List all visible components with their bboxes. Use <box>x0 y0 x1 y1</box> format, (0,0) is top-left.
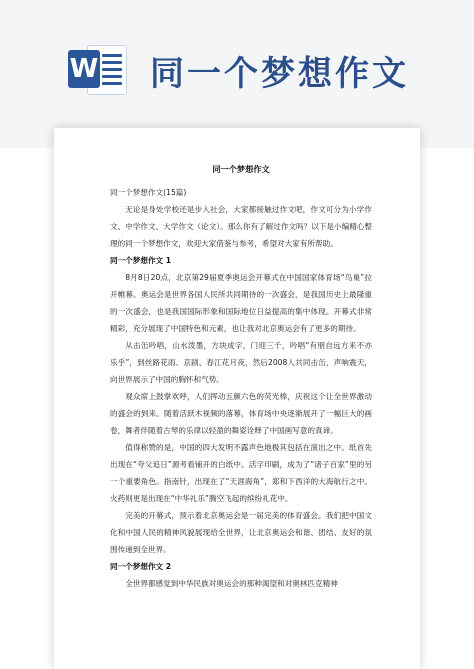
paragraph: 8月8日20点，北京第29届夏季奥运会开幕式在中国国家体育场“鸟巢”拉开帷幕。奥运会是世界各国人民所共同期待的一次盛会，是我国历史上最隆重的一次盛会，也是我国国际形象和国际地位日益提高的集中体现。开幕式非常精彩，充分展现了中国特色和元素，也让我对北京奥运会有了更多的期待。 <box>110 273 372 333</box>
document-subtitle: 同一个梦想作文(15篇) <box>110 188 187 197</box>
document-title: 同一个梦想作文 <box>212 164 270 174</box>
paragraph: 值得称赞的是，中国的四大发明不露声色地极其包括在演出之中。纸首先出现在“夸父追日”源考看铺开的白纸中。活字印刷，成为了“诸子百家”里的另一个重要角色。指南针，出现在了“天涯海角”，郑和下西洋的大海航行之中。火药则更是出现在“中华礼乐”腾空飞起的缤纷礼花中。 <box>110 443 372 503</box>
word-logo-letter: W <box>68 50 100 88</box>
section-heading: 同一个梦想作文 1 <box>110 256 172 265</box>
document-page <box>54 128 420 669</box>
paragraph: 观众席上鼓掌欢呼，人们挥动五颜六色的荧光棒，庆祝这个让全世界激动的盛会的到来。随着活跃木视频的落幕，体育场中央逐渐展开了一幅巨大的画卷，舞者伴随着古琴的乐律以轻盈的舞姿诠释了中国画写意的真谛。 <box>110 392 372 435</box>
paragraph: 从击缶吟唱，山水泼墨，方块成字，门迎三千，吟唱“有朋自远方来不亦乐乎”，到丝路花雨、京剧、春江花月夜，然后2008人共同击缶，声响震天，向世界展示了中国的胸怀和气势。 <box>110 341 372 384</box>
paragraph: 无论是身处学校还是步入社会，大家都接触过作文吧，作文可分为小学作文、中学作文、大学作文（论文）。那么你有了解过作文吗？以下是小编精心整理的同一个梦想作文，欢迎大家借鉴与参考，希望对大家有所帮助。 <box>110 205 372 248</box>
word-document-icon <box>68 42 126 96</box>
paragraph: 全世界都感觉到中华民族对奥运会的那种渴望和对奥林匹克精神 <box>125 579 338 588</box>
document-body <box>110 162 372 592</box>
banner-title: 同一个梦想作文 <box>150 54 409 94</box>
section-heading: 同一个梦想作文 2 <box>110 562 172 571</box>
header-banner <box>0 0 474 148</box>
paragraph: 完美的开幕式，预示着北京奥运会是一届完美的体育盛会。我们把中国文化和中国人民的精神风貌展现给全世界，让北京奥运会和谐、团结、友好的氛围传递到全世界。 <box>110 511 372 554</box>
